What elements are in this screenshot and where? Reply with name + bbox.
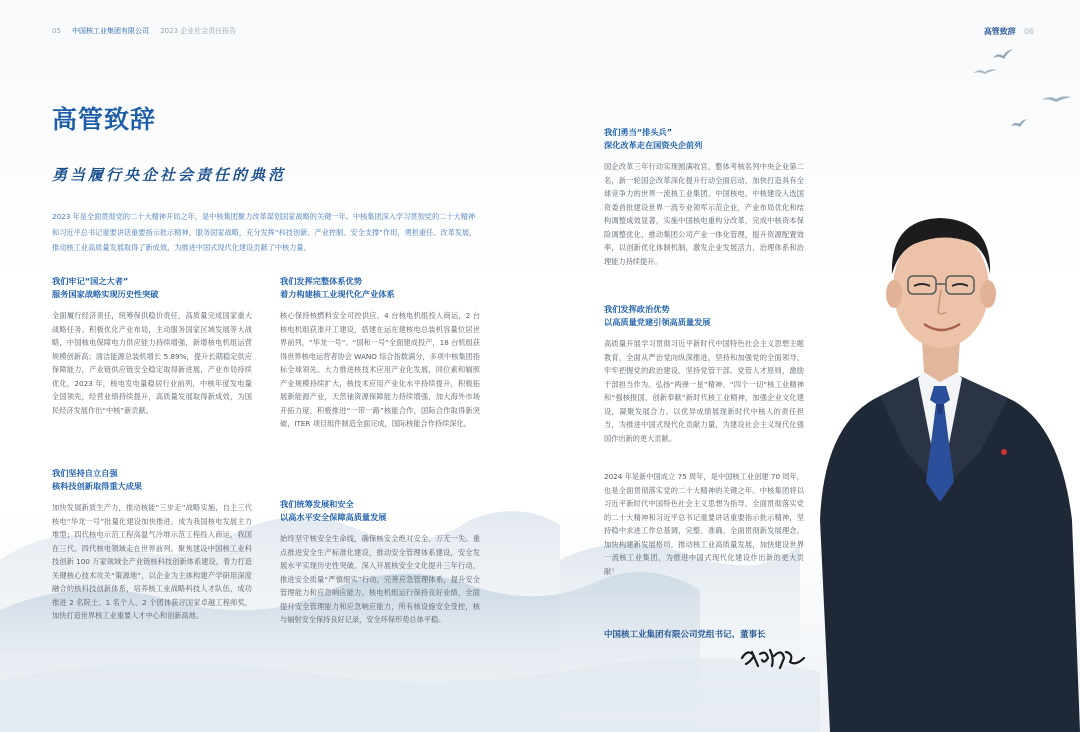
section-heading: 我们牢记“国之大者” <box>52 276 129 286</box>
section-body: 核心保持核燃料安全可控供应，4 台核电机组投入商运，2 台核电机组获准开工建设，搭建在运在建核电总装机容量位居世界前列，“华龙一号”、“国和一号”全面建成投产，18 台机组获得世界核电运营者协会 WANO 综合指数满分，多项中核集团指标全球领先。大力推进核技术应用产业化发展，同位素和辐照产业规模持续扩大，核技术应用产业化水平持续提升，积极拓展新能源产业，天然铀资源保障能力持续增强，加大海外市场开拓力度，积极推进“一带一路”核能合作，国际合作取得新突破，ITER 项目组件制造全面完成，国际核能合作持续深化。 <box>280 311 480 428</box>
signatory-title: 中国核工业集团有限公司党组书记、董事长 <box>604 630 766 640</box>
bird-icon <box>992 48 1014 62</box>
closing-block <box>604 470 804 578</box>
section-block <box>280 498 480 627</box>
section-block <box>604 303 804 445</box>
page-number: 06 <box>1023 27 1034 36</box>
section-subheading: 核科技创新取得重大成果 <box>52 481 143 491</box>
section-block <box>604 126 804 268</box>
page-title: 高管致辞 <box>52 105 157 134</box>
section-subheading: 服务国家战略实现历史性突破 <box>52 289 159 299</box>
section-body: 全面履行经济责任，统筹保供稳价责任，高质量完成国家重大战略任务。积极优化产业布局，主动服务国家区域发展等大战略，中国核电保障电力供应能力持续增强，新增核电机组运营规模创新高；清洁能源总装机增长 5.89%，提升长期稳定供应保障能力，产业链供应链安全稳定取得新进展，产业布局持续优化，2023 年，核电发电量稳居行业前列，中核年度发电量全国领先，经营业绩持续提升，高质量发展取得新成效，为国民经济发展作出“中核”新贡献。 <box>52 311 252 415</box>
section-subheading: 以高质量党建引领高质量发展 <box>604 317 711 327</box>
section-block <box>52 467 252 623</box>
section-body: 国企改革三年行动实现圆满收官，整体考核名列中央企业第二名，新一轮国企改革深化提升行动全面启动，加快打造具有全球竞争力的世界一流核工业集团。中国核电、中核建设入选国资委首批建设世界一流专业领军示范企业，产业布局优化和结构调整成效显著，实施中国核电重构分改革，完成中核资本保险调整优化，推动集团公司产业一体化管理，提升资源配置效率，以创新优化体制机制，激发企业发展活力，治理体系和治理能力持续提升。 <box>604 162 804 266</box>
section-subheading: 深化改革走在国资央企前列 <box>604 140 703 150</box>
handwritten-signature <box>738 640 808 672</box>
section-body: 始终坚守核安全生命线，确保核安全绝对安全、万无一失。重点推进安全生产标准化建设，推动安全管理体系建设，安全发展水平实现历史性突破。深入开展核安全文化提升三年行动，推进安全质量“严慎细实”行动，完善应急管理体系，提升安全管理能力和应急响应能力，核电机组运行保持良好业绩，全面提升安全管理能力和应急响应能力，所有核设施安全受控，核与辐射安全保持良好记录，安全环保形势总体平稳。 <box>280 534 480 624</box>
section-heading: 我们统筹发展和安全 <box>280 499 354 509</box>
section-heading: 我们发挥完整体系优势 <box>280 276 362 286</box>
closing-paragraph: 2024 年是新中国成立 75 周年，是中国核工业创建 70 周年，也是全面贯彻落实党的二十大精神的关键之年。中核集团将以习近平新时代中国特色社会主义思想为指导，全面贯彻落实党的二十大精神和习近平总书记重要讲话重要指示批示精神，坚持稳中求进工作总基调，完整、准确、全面贯彻新发展理念，加快构建新发展格局，推动核工业高质量发展，加快建设世界一流核工业集团，为推进中国式现代化建设作出新的更大贡献！ <box>604 472 804 576</box>
section-body: 高质量开展学习贯彻习近平新时代中国特色社会主义思想主题教育，全面从严治党向纵深推进，坚持和加强党的全面领导，牢牢把握党的政治建设、坚持党管干部、党管人才原则，激励干部担当作为。弘扬“两弹一星”精神、“四个一切”核工业精神和“强核报国、创新奉献”新时代核工业精神，加强企业文化建设，凝聚发展合力。以优异成绩展现新时代中核人的责任担当，为推进中国式现代化贡献力量，为建设社会主义现代化强国作出新的更大贡献。 <box>604 339 804 443</box>
section-block <box>280 275 480 431</box>
running-header <box>52 26 236 36</box>
section-block <box>52 275 252 417</box>
section-heading: 我们发挥政治优势 <box>604 304 670 314</box>
section-heading: 我们勇当“排头兵” <box>604 127 673 137</box>
report-name: 2023 企业社会责任报告 <box>160 27 237 35</box>
section-header <box>984 26 1034 37</box>
org-name: 中国核工业集团有限公司 <box>72 27 150 35</box>
section-body: 加快发展新质生产力，推动核能“三步走”战略实施，自主三代核电“华龙一号”批量化建设加快推进，成为我国核电发展主力堆型；四代核电示范工程高温气冷堆示范工程投入商运，我国在三代、四代核电领域走在世界前列。聚焦建设中国核工业科技创新 100 万家领域全产业链核科技创新体系建设，着力打造关键核心技术攻关“策源地”，以企业为主体构建产学研用深度融合的核科技创新体系，培养核工业战略科技人才队伍，成功推进 2 名院士、1 名个人、2 个团体获评国家卓越工程师奖，加快打造世界核工业重要人才中心和创新高地。 <box>52 503 252 620</box>
bird-icon <box>1040 94 1072 104</box>
section-subheading: 着力构建核工业现代化产业体系 <box>280 289 395 299</box>
section-name: 高管致辞 <box>983 27 1016 36</box>
section-subheading: 以高水平安全保障高质量发展 <box>280 512 387 522</box>
page-number: 05 <box>52 27 61 35</box>
page-subtitle: 勇当履行央企社会责任的典范 <box>52 166 287 184</box>
section-heading: 我们坚持自立自强 <box>52 468 118 478</box>
executive-portrait <box>810 190 1080 732</box>
bird-icon <box>972 66 998 76</box>
bird-icon <box>1010 118 1028 128</box>
intro-paragraph: 2023 年是全面贯彻党的二十大精神开局之年，是中核集团聚力改革谋划国家战略的关键一年。中核集团深入学习贯彻党的二十大精神和习近平总书记重要讲话重要指示批示精神，服务国家战略，充分发挥“科技创新、产业控制、安全支撑”作用，勇担重任、改革发展，推动核工业高质量发展取得了新成效，为推进中国式现代化建设贡献了中核力量。 <box>52 212 477 252</box>
